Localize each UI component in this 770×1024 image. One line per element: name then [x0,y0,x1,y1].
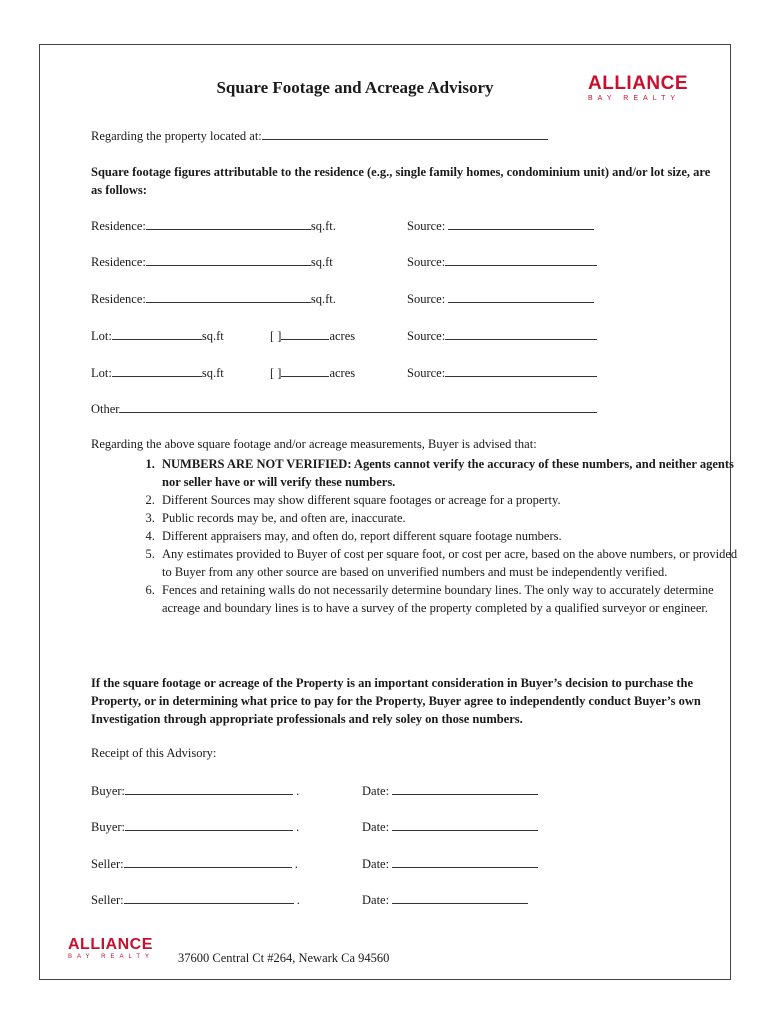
signature-field[interactable] [124,856,292,868]
acres-label: acres [329,329,356,343]
date-label: Date: [362,893,390,907]
logo-subtext: BAY REALTY [588,95,681,102]
logo-text: ALLIANCE [588,73,689,94]
advisory-item: 3. Public records may be, and often are, inaccurate. [158,509,748,527]
advisory-list [136,455,748,617]
property-address-label: Regarding the property located at: [91,129,262,143]
residence-row-3 [91,291,336,307]
signature-field[interactable] [125,819,293,831]
source-field[interactable] [448,291,594,303]
unit-label: sq.ft [201,366,224,380]
date-label: Date: [362,857,390,871]
date-label: Date: [362,784,390,798]
property-address-row [91,128,548,144]
other-label: Other [91,402,120,416]
acres-label: acres [329,366,356,380]
company-logo [588,74,688,103]
source-field[interactable] [445,365,597,377]
unit-label: sq.ft [201,329,224,343]
footer-address: 37600 Central Ct #264, Newark Ca 94560 [178,951,390,965]
acres-row-2 [270,365,355,381]
date-field[interactable] [392,856,538,868]
logo-subtext: BAY REALTY [68,954,155,960]
date-field[interactable] [392,819,538,831]
advisory-item: 1. NUMBERS ARE NOT VERIFIED: Agents cannot verify the accuracy of these numbers, and neither agents nor seller have or will verify these numbers. [158,455,748,491]
lot-sqft-field[interactable] [112,365,202,377]
source-row-1 [407,218,594,234]
residence-row-2 [91,254,333,270]
source-label: Source: [407,219,446,233]
role-label: Seller: [91,857,124,871]
residence-label: Residence: [91,255,146,269]
date-field[interactable] [392,783,538,795]
footer-logo [68,936,154,961]
source-row-2 [407,254,597,270]
lot-label: Lot: [91,329,112,343]
acres-checkbox[interactable]: [ ] [270,366,282,380]
residence-field[interactable] [146,218,311,230]
lot-sqft-field[interactable] [112,328,202,340]
advisory-item: 4. Different appraisers may, and often do, report different square footage numbers. [158,527,748,545]
warning-statement: If the square footage or acreage of the Property is an important consideration in Buyer’s decision to purchase the Property, or in determining what price to pay for the Property, Buyer agree to independently conduct Buyer’s own Investigation through appropriate professionals and rely soley on those numbers. [91,676,701,726]
advisory-item: 6. Fences and retaining walls do not necessarily determine boundary lines. The only way to accurately determine acreage and boundary lines is to have a survey of the property completed by a qualified surveyor or engineer. [158,581,748,617]
receipt-label: Receipt of this Advisory: [91,746,217,760]
role-label: Buyer: [91,784,126,798]
residence-field[interactable] [146,254,311,266]
source-label: Source: [407,255,446,269]
date-row [362,892,528,908]
source-row-3 [407,291,594,307]
lot-row-1 [91,328,224,344]
date-row [362,856,538,872]
logo-text: ALLIANCE [68,936,153,953]
acres-field[interactable] [281,365,329,377]
source-label: Source: [407,366,446,380]
advisory-item: 2. Different Sources may show different square footages or acreage for a property. [158,491,748,509]
residence-field[interactable] [146,291,311,303]
date-row [362,783,538,799]
signature-field[interactable] [124,892,294,904]
unit-label: sq.ft. [310,219,336,233]
signature-row: Buyer: . [91,784,300,798]
advisory-intro: Regarding the above square footage and/or acreage measurements, Buyer is advised that: [91,437,537,451]
source-field[interactable] [445,254,597,266]
source-row-4 [407,328,597,344]
other-field[interactable] [119,401,597,413]
date-row [362,819,538,835]
source-label: Source: [407,329,446,343]
signature-row: Buyer: . [91,820,300,834]
source-row-5 [407,365,597,381]
source-field[interactable] [445,328,597,340]
signature-row: Seller: . [91,893,300,907]
acres-field[interactable] [281,328,329,340]
acres-checkbox[interactable]: [ ] [270,329,282,343]
signature-field[interactable] [125,783,293,795]
source-label: Source: [407,292,446,306]
residence-row-1 [91,218,336,234]
other-row [91,401,597,417]
acres-row-1 [270,328,355,344]
advisory-item: 5. Any estimates provided to Buyer of cost per square foot, or cost per acre, based on the above numbers, or provided to Buyer from any other source are based on unverified numbers and must be independently verified. [158,545,748,581]
date-label: Date: [362,820,390,834]
intro-statement: Square footage figures attributable to the residence (e.g., single family homes, condominium unit) and/or lot size, are as follows: [91,165,711,197]
lot-label: Lot: [91,366,112,380]
residence-label: Residence: [91,292,146,306]
page-title: Square Footage and Acreage Advisory [216,78,494,97]
signature-row: Seller: . [91,857,298,871]
source-field[interactable] [448,218,594,230]
unit-label: sq.ft. [310,292,336,306]
lot-row-2 [91,365,224,381]
role-label: Seller: [91,893,124,907]
unit-label: sq.ft [310,255,333,269]
property-address-field[interactable] [262,128,548,140]
residence-label: Residence: [91,219,146,233]
date-field[interactable] [392,892,528,904]
role-label: Buyer: [91,820,126,834]
